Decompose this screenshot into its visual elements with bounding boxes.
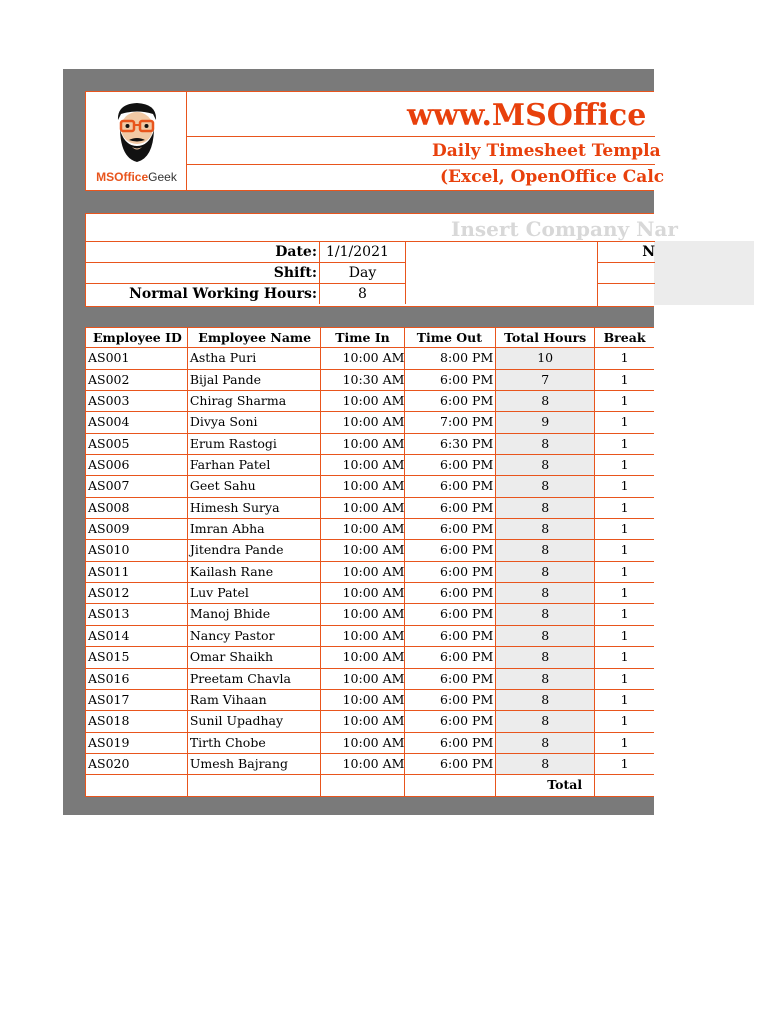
break-cell[interactable]: 1 xyxy=(620,393,629,409)
employee-id-cell[interactable]: AS012 xyxy=(86,583,188,603)
employee-id-cell[interactable]: AS007 xyxy=(86,476,188,496)
time-out-cell[interactable]: 6:00 PM xyxy=(405,733,496,753)
employee-name-cell[interactable]: Bijal Pande xyxy=(188,370,321,390)
total-hours-cell[interactable]: 8 xyxy=(496,626,595,646)
shift-row xyxy=(86,263,406,284)
break-cell[interactable]: 1 xyxy=(620,691,629,707)
break-cell[interactable]: 1 xyxy=(620,606,629,622)
normal-hours-value-cell[interactable]: 8 xyxy=(320,284,406,304)
column-header-total-hours: Total Hours xyxy=(496,328,595,347)
total-label: Total xyxy=(496,775,595,795)
time-in-cell[interactable]: 10:00 AM xyxy=(321,476,406,496)
logo xyxy=(86,92,187,190)
info-right-cell[interactable] xyxy=(598,263,655,284)
table-cell[interactable] xyxy=(86,775,188,795)
column-header-break: Break xyxy=(603,330,646,345)
employee-id-cell[interactable]: AS018 xyxy=(86,711,188,731)
table-row xyxy=(86,412,654,433)
info-block xyxy=(85,213,678,307)
table-row xyxy=(86,583,654,604)
total-hours-cell[interactable]: 8 xyxy=(496,434,595,454)
employee-name-cell[interactable]: Himesh Surya xyxy=(188,498,321,518)
table-row xyxy=(86,669,654,690)
time-out-cell[interactable]: 6:00 PM xyxy=(405,476,496,496)
time-in-cell[interactable]: 10:00 AM xyxy=(321,391,406,411)
time-in-cell[interactable]: 10:00 AM xyxy=(321,562,406,582)
column-header-employee-id: Employee ID xyxy=(86,328,188,347)
employee-name-cell[interactable]: Nancy Pastor xyxy=(188,626,321,646)
table-row xyxy=(86,711,654,732)
table-row xyxy=(86,754,654,775)
time-out-cell[interactable]: 6:00 PM xyxy=(405,690,496,710)
employee-id-cell[interactable]: AS017 xyxy=(86,690,188,710)
employee-name-cell[interactable]: Preetam Chavla xyxy=(188,669,321,689)
table-row xyxy=(86,370,654,391)
time-out-cell[interactable]: 6:00 PM xyxy=(405,711,496,731)
employee-id-cell[interactable]: AS006 xyxy=(86,455,188,475)
total-hours-cell[interactable]: 8 xyxy=(496,519,595,539)
break-cell[interactable]: 1 xyxy=(620,627,629,643)
time-in-cell[interactable]: 10:00 AM xyxy=(321,733,406,753)
employee-name-cell[interactable]: Imran Abha xyxy=(188,519,321,539)
time-in-cell[interactable]: 10:00 AM xyxy=(321,348,406,368)
table-cell[interactable] xyxy=(321,775,406,795)
time-in-cell[interactable]: 10:30 AM xyxy=(321,370,406,390)
time-out-cell[interactable]: 6:00 PM xyxy=(405,626,496,646)
employee-name-cell[interactable]: Tirth Chobe xyxy=(188,733,321,753)
employee-name-cell[interactable]: Manoj Bhide xyxy=(188,604,321,624)
table-row xyxy=(86,604,654,625)
time-out-cell[interactable]: 6:00 PM xyxy=(405,391,496,411)
employee-name-cell[interactable]: Ram Vihaan xyxy=(188,690,321,710)
logo-wordmark: MSOfficeGeek xyxy=(96,170,177,184)
employee-name-cell[interactable]: Farhan Patel xyxy=(188,455,321,475)
employee-id-cell[interactable]: AS001 xyxy=(86,348,188,368)
table-row xyxy=(86,519,654,540)
employee-id-cell[interactable]: AS005 xyxy=(86,434,188,454)
template-subtitle: (Excel, OpenOffice Calc xyxy=(440,167,665,187)
total-hours-cell[interactable]: 9 xyxy=(496,412,595,432)
table-row xyxy=(86,733,654,754)
break-cell[interactable]: 1 xyxy=(620,478,629,494)
total-hours-cell[interactable]: 8 xyxy=(496,583,595,603)
time-in-cell[interactable]: 10:00 AM xyxy=(321,604,406,624)
break-cell[interactable]: 1 xyxy=(620,521,629,537)
info-blank-cell[interactable] xyxy=(406,242,598,306)
table-row xyxy=(86,348,654,369)
total-hours-cell[interactable]: 10 xyxy=(496,348,595,368)
time-in-cell[interactable]: 10:00 AM xyxy=(321,540,406,560)
employee-id-cell[interactable]: AS014 xyxy=(86,626,188,646)
time-in-cell[interactable]: 10:00 AM xyxy=(321,498,406,518)
info-right-cells xyxy=(598,242,655,306)
time-in-cell[interactable]: 10:00 AM xyxy=(321,754,406,774)
break-cell[interactable]: 1 xyxy=(620,414,629,430)
employee-id-cell[interactable]: AS019 xyxy=(86,733,188,753)
time-out-cell[interactable]: 6:00 PM xyxy=(405,540,496,560)
column-header-time-in: Time In xyxy=(321,328,406,347)
employee-name-cell[interactable]: Divya Soni xyxy=(188,412,321,432)
break-cell[interactable]: 1 xyxy=(620,670,629,686)
employee-id-cell[interactable]: AS003 xyxy=(86,391,188,411)
header-block xyxy=(85,91,665,191)
employee-name-cell[interactable]: Luv Patel xyxy=(188,583,321,603)
employee-id-cell[interactable]: AS002 xyxy=(86,370,188,390)
time-in-cell[interactable]: 10:00 AM xyxy=(321,583,406,603)
employee-name-cell[interactable]: Omar Shaikh xyxy=(188,647,321,667)
table-row xyxy=(86,391,654,412)
total-hours-cell[interactable]: 7 xyxy=(496,370,595,390)
time-in-cell[interactable]: 10:00 AM xyxy=(321,434,406,454)
column-header-time-out: Time Out xyxy=(405,328,496,347)
total-hours-cell[interactable]: 8 xyxy=(496,498,595,518)
employee-id-cell[interactable]: AS011 xyxy=(86,562,188,582)
time-in-cell[interactable]: 10:00 AM xyxy=(321,519,406,539)
timesheet-table xyxy=(85,327,654,797)
employee-id-cell[interactable]: AS016 xyxy=(86,669,188,689)
time-in-cell[interactable]: 10:00 AM xyxy=(321,711,406,731)
total-hours-cell[interactable]: 8 xyxy=(496,562,595,582)
info-overflow-panel xyxy=(654,241,754,305)
employee-name-cell[interactable]: Erum Rastogi xyxy=(188,434,321,454)
table-row xyxy=(86,626,654,647)
total-hours-cell[interactable]: 8 xyxy=(496,754,595,774)
employee-id-cell[interactable]: AS020 xyxy=(86,754,188,774)
normal-hours-label: Normal Working Hours: xyxy=(86,284,320,304)
employee-id-cell[interactable]: AS013 xyxy=(86,604,188,624)
time-out-cell[interactable]: 6:00 PM xyxy=(405,455,496,475)
site-title: www.MSOffice xyxy=(187,92,655,137)
column-header-employee-name: Employee Name xyxy=(188,328,321,347)
employee-name-cell[interactable]: Umesh Bajrang xyxy=(188,754,321,774)
employee-id-cell[interactable]: AS009 xyxy=(86,519,188,539)
break-cell[interactable]: 1 xyxy=(620,713,629,729)
time-out-cell[interactable]: 6:30 PM xyxy=(405,434,496,454)
employee-id-cell[interactable]: AS015 xyxy=(86,647,188,667)
table-cell[interactable] xyxy=(405,775,496,795)
time-out-cell[interactable]: 6:00 PM xyxy=(405,562,496,582)
break-cell[interactable]: 1 xyxy=(620,563,629,579)
employee-name-cell[interactable]: Astha Puri xyxy=(188,348,321,368)
break-cell[interactable]: 1 xyxy=(620,499,629,515)
break-cell[interactable]: 1 xyxy=(620,457,629,473)
break-cell[interactable]: 1 xyxy=(620,350,629,366)
break-cell[interactable]: 1 xyxy=(620,542,629,558)
total-break-cell[interactable] xyxy=(595,775,654,795)
time-out-cell[interactable]: 6:00 PM xyxy=(405,498,496,518)
table-row xyxy=(86,434,654,455)
total-row xyxy=(86,775,654,796)
time-out-cell[interactable]: 6:00 PM xyxy=(405,647,496,667)
time-out-cell[interactable]: 7:00 PM xyxy=(405,412,496,432)
table-row xyxy=(86,498,654,519)
table-cell[interactable] xyxy=(188,775,321,795)
time-in-cell[interactable]: 10:00 AM xyxy=(321,647,406,667)
break-cell[interactable]: 1 xyxy=(620,371,629,387)
shift-value-cell[interactable]: Day xyxy=(320,263,406,283)
table-header-row xyxy=(86,327,654,348)
table-row xyxy=(86,690,654,711)
date-value-cell[interactable]: 1/1/2021 xyxy=(320,242,406,262)
time-out-cell[interactable]: 8:00 PM xyxy=(405,348,496,368)
total-hours-cell[interactable]: 8 xyxy=(496,647,595,667)
normal-hours-row xyxy=(86,284,406,306)
break-cell[interactable]: 1 xyxy=(620,585,629,601)
table-row xyxy=(86,647,654,668)
total-hours-cell[interactable]: 8 xyxy=(496,455,595,475)
employee-name-cell[interactable]: Geet Sahu xyxy=(188,476,321,496)
time-in-cell[interactable]: 10:00 AM xyxy=(321,669,406,689)
employee-id-cell[interactable]: AS010 xyxy=(86,540,188,560)
table-body xyxy=(86,348,654,775)
total-hours-cell[interactable]: 8 xyxy=(496,540,595,560)
bearded-geek-logo-icon xyxy=(109,100,165,168)
table-row xyxy=(86,476,654,497)
employee-name-cell[interactable]: Sunil Upadhay xyxy=(188,711,321,731)
time-in-cell[interactable]: 10:00 AM xyxy=(321,455,406,475)
company-name-cell[interactable]: Insert Company Nar xyxy=(86,214,655,242)
employee-name-cell[interactable]: Jitendra Pande xyxy=(188,540,321,560)
total-hours-cell[interactable]: 8 xyxy=(496,690,595,710)
employee-id-cell[interactable]: AS004 xyxy=(86,412,188,432)
employee-name-cell[interactable]: Kailash Rane xyxy=(188,562,321,582)
break-cell[interactable]: 1 xyxy=(620,755,629,771)
total-hours-cell[interactable]: 8 xyxy=(496,476,595,496)
total-hours-cell[interactable]: 8 xyxy=(496,669,595,689)
time-out-cell[interactable]: 6:00 PM xyxy=(405,754,496,774)
template-title: Daily Timesheet Templa xyxy=(187,137,655,165)
time-in-cell[interactable]: 10:00 AM xyxy=(321,690,406,710)
spreadsheet-sheet xyxy=(63,69,678,815)
shift-label: Shift: xyxy=(86,263,320,283)
time-out-cell[interactable]: 6:00 PM xyxy=(405,669,496,689)
break-cell[interactable]: 1 xyxy=(620,435,629,451)
date-label: Date: xyxy=(86,242,320,262)
total-hours-cell[interactable]: 8 xyxy=(496,391,595,411)
time-in-cell[interactable]: 10:00 AM xyxy=(321,412,406,432)
time-out-cell[interactable]: 6:00 PM xyxy=(405,519,496,539)
break-cell[interactable]: 1 xyxy=(620,649,629,665)
total-hours-cell[interactable]: 8 xyxy=(496,733,595,753)
time-out-cell[interactable]: 6:00 PM xyxy=(405,370,496,390)
total-hours-cell[interactable]: 8 xyxy=(496,711,595,731)
date-row xyxy=(86,242,406,263)
time-in-cell[interactable]: 10:00 AM xyxy=(321,626,406,646)
time-out-cell[interactable]: 6:00 PM xyxy=(405,604,496,624)
employee-name-cell[interactable]: Chirag Sharma xyxy=(188,391,321,411)
time-out-cell[interactable]: 6:00 PM xyxy=(405,583,496,603)
table-row xyxy=(86,455,654,476)
total-hours-cell[interactable]: 8 xyxy=(496,604,595,624)
employee-id-cell[interactable]: AS008 xyxy=(86,498,188,518)
break-cell[interactable]: 1 xyxy=(620,734,629,750)
table-row xyxy=(86,562,654,583)
table-row xyxy=(86,540,654,561)
info-right-label: N xyxy=(598,242,655,263)
info-right-cell[interactable] xyxy=(598,284,655,305)
